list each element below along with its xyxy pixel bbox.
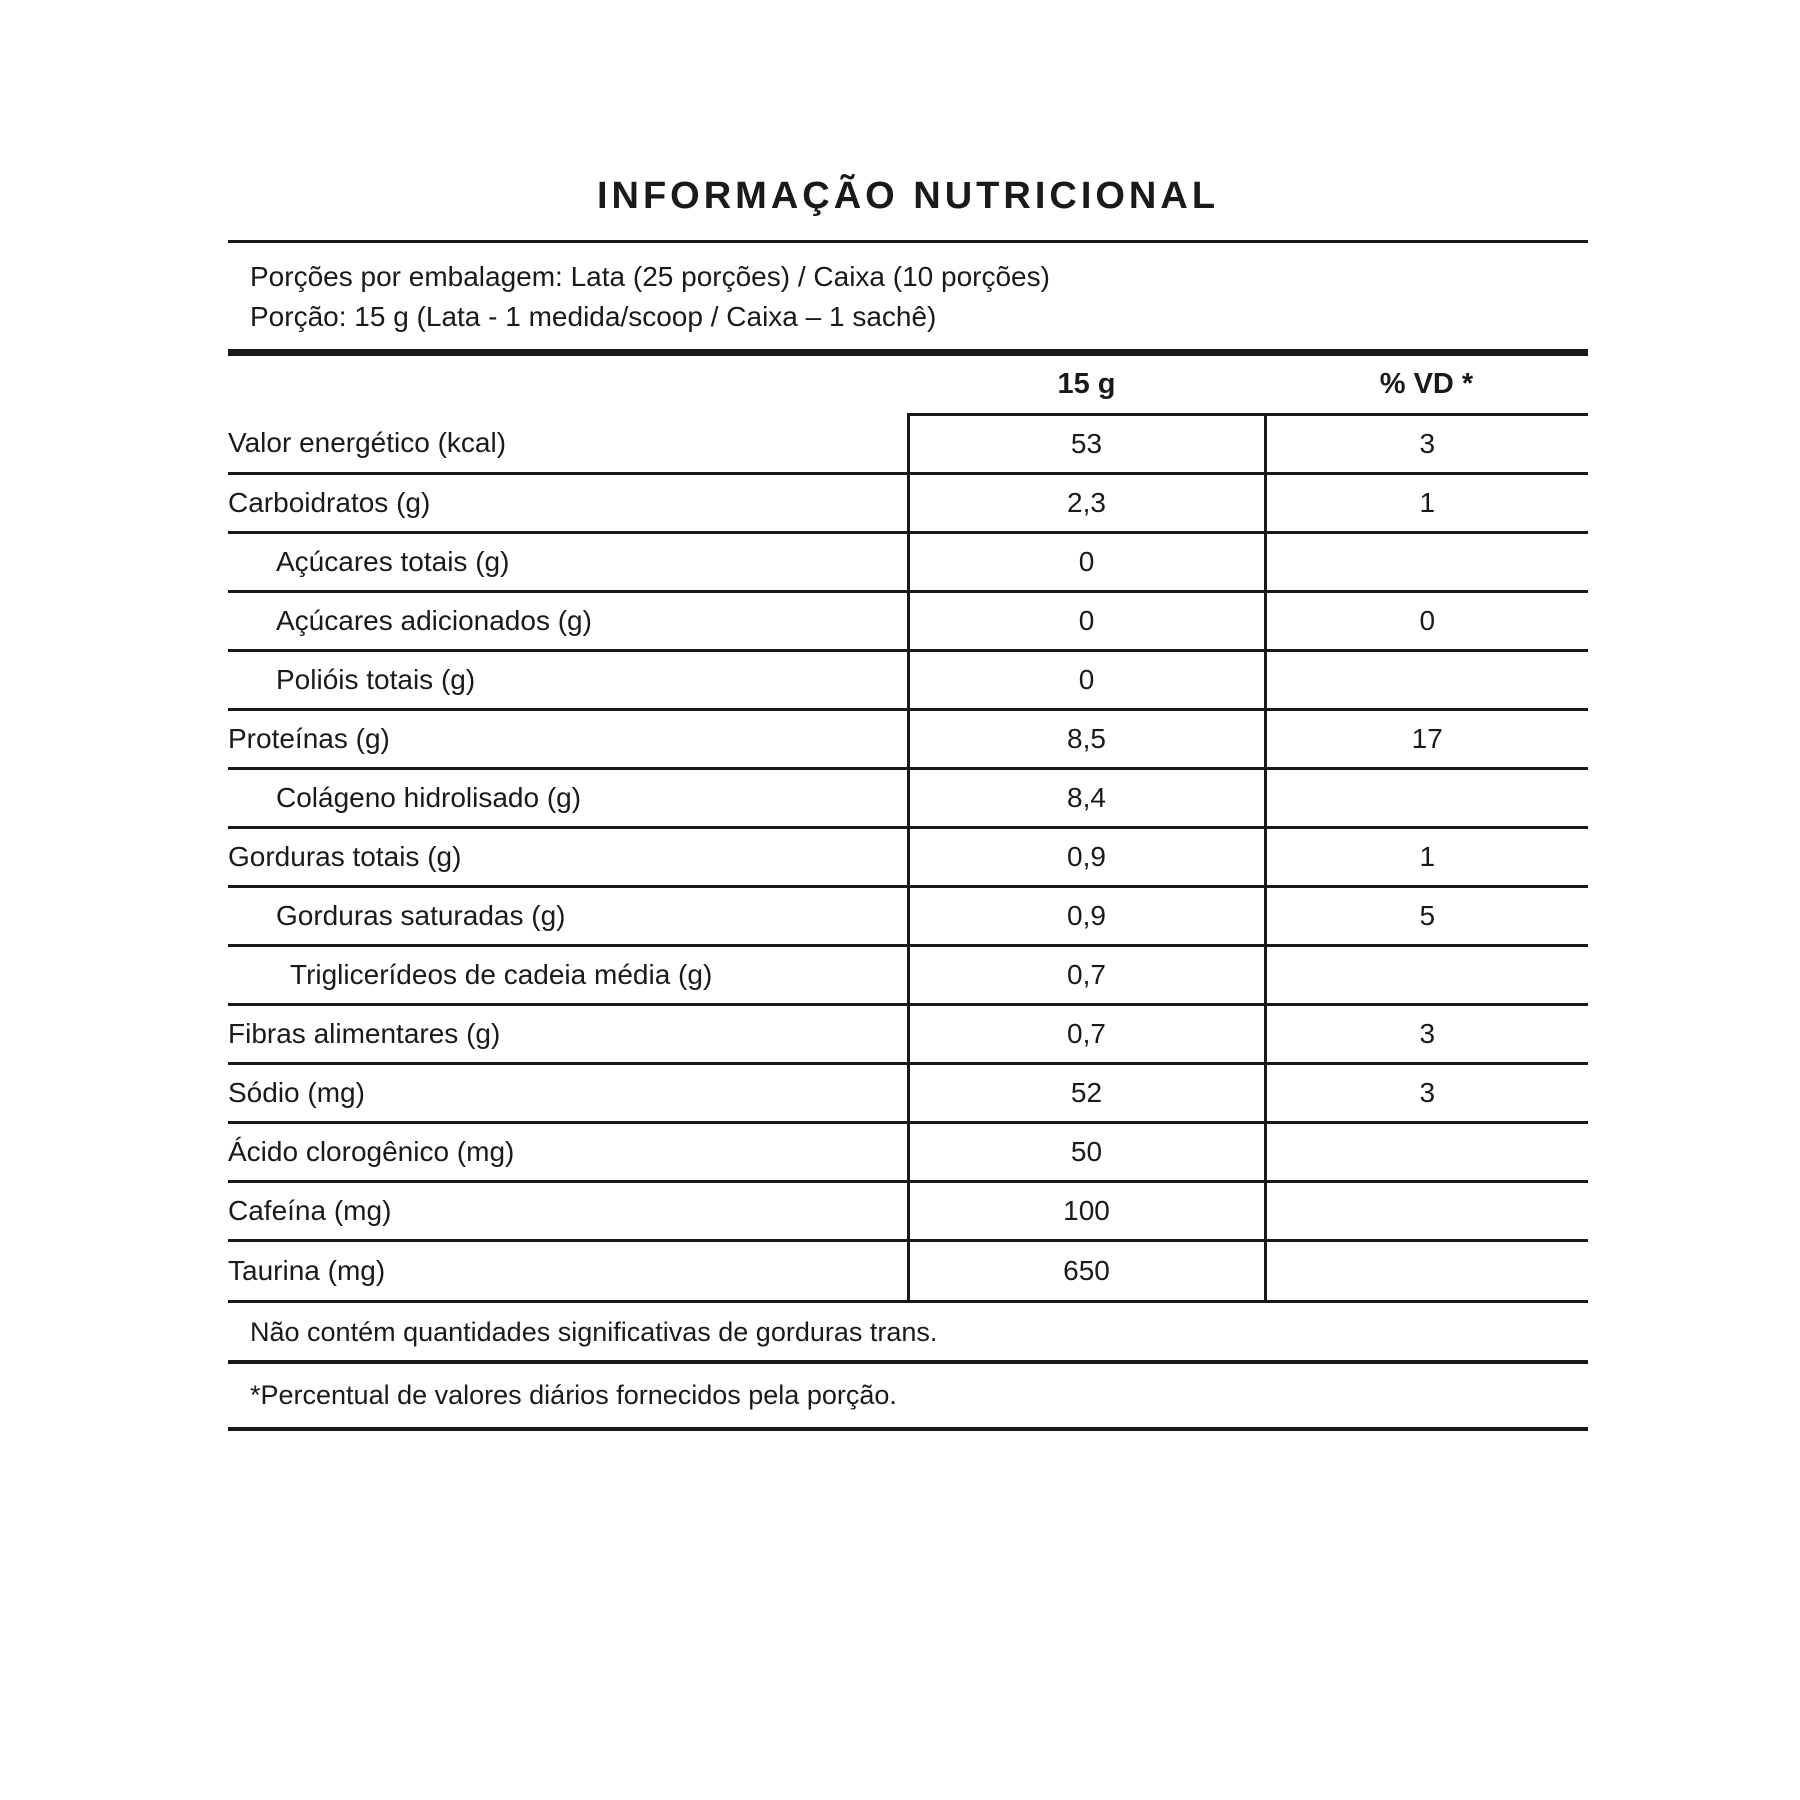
servings-per-package: Porções por embalagem: Lata (25 porções) / Caixa (10 porções) bbox=[250, 261, 1050, 292]
row-vd: 17 bbox=[1265, 710, 1588, 769]
row-amount: 8,4 bbox=[908, 769, 1265, 828]
trans-fat-note: Não contém quantidades significativas de gorduras trans. bbox=[228, 1300, 1588, 1360]
row-amount: 650 bbox=[908, 1241, 1265, 1300]
row-vd bbox=[1265, 651, 1588, 710]
table-row bbox=[228, 1005, 1588, 1064]
row-vd: 3 bbox=[1265, 415, 1588, 474]
table-row bbox=[228, 474, 1588, 533]
row-vd: 0 bbox=[1265, 592, 1588, 651]
serving-size: Porção: 15 g (Lata - 1 medida/scoop / Caixa – 1 sachê) bbox=[250, 300, 937, 332]
row-label: Gorduras totais (g) bbox=[228, 828, 908, 887]
row-vd: 3 bbox=[1265, 1064, 1588, 1123]
row-label: Sódio (mg) bbox=[228, 1064, 908, 1123]
row-label: Açúcares totais (g) bbox=[228, 533, 908, 592]
table-row bbox=[228, 415, 1588, 474]
row-amount: 0,7 bbox=[908, 1005, 1265, 1064]
row-amount: 53 bbox=[908, 415, 1265, 474]
column-header-name bbox=[228, 356, 908, 415]
divider-below-servings bbox=[228, 349, 1588, 356]
column-header-amount: 15 g bbox=[908, 356, 1265, 415]
row-label: Fibras alimentares (g) bbox=[228, 1005, 908, 1064]
row-amount: 8,5 bbox=[908, 710, 1265, 769]
row-vd bbox=[1265, 533, 1588, 592]
row-vd bbox=[1265, 1123, 1588, 1182]
row-amount: 50 bbox=[908, 1123, 1265, 1182]
row-label: Gorduras saturadas (g) bbox=[228, 887, 908, 946]
table-row bbox=[228, 1241, 1588, 1300]
table-row bbox=[228, 533, 1588, 592]
table-row bbox=[228, 946, 1588, 1005]
table-row bbox=[228, 769, 1588, 828]
divider-bottom bbox=[228, 1427, 1588, 1431]
row-vd bbox=[1265, 946, 1588, 1005]
table-row bbox=[228, 1182, 1588, 1241]
nutrition-facts-panel bbox=[228, 175, 1588, 1431]
servings-info bbox=[228, 243, 1588, 349]
row-label: Proteínas (g) bbox=[228, 710, 908, 769]
row-amount: 0 bbox=[908, 651, 1265, 710]
row-label: Ácido clorogênico (mg) bbox=[228, 1123, 908, 1182]
table-row bbox=[228, 651, 1588, 710]
table-body bbox=[228, 415, 1588, 1300]
row-vd: 5 bbox=[1265, 887, 1588, 946]
row-label: Carboidratos (g) bbox=[228, 474, 908, 533]
row-amount: 0 bbox=[908, 592, 1265, 651]
row-amount: 0 bbox=[908, 533, 1265, 592]
row-amount: 0,9 bbox=[908, 828, 1265, 887]
row-vd: 3 bbox=[1265, 1005, 1588, 1064]
row-label: Colágeno hidrolisado (g) bbox=[228, 769, 908, 828]
page-title: INFORMAÇÃO NUTRICIONAL bbox=[596, 175, 1220, 217]
nutrition-table bbox=[228, 356, 1588, 1300]
row-amount: 0,9 bbox=[908, 887, 1265, 946]
row-amount: 0,7 bbox=[908, 946, 1265, 1005]
table-header-row bbox=[228, 356, 1588, 415]
column-header-vd: % VD * bbox=[1265, 356, 1588, 415]
row-label: Polióis totais (g) bbox=[228, 651, 908, 710]
table-row bbox=[228, 1123, 1588, 1182]
row-vd: 1 bbox=[1265, 828, 1588, 887]
row-vd bbox=[1265, 1241, 1588, 1300]
row-label: Valor energético (kcal) bbox=[228, 415, 908, 474]
row-vd bbox=[1265, 1182, 1588, 1241]
row-label: Cafeína (mg) bbox=[228, 1182, 908, 1241]
table-row bbox=[228, 828, 1588, 887]
row-amount: 52 bbox=[908, 1064, 1265, 1123]
row-label: Triglicerídeos de cadeia média (g) bbox=[228, 946, 908, 1005]
row-vd bbox=[1265, 769, 1588, 828]
daily-value-footnote: *Percentual de valores diários fornecidos pela porção. bbox=[250, 1379, 897, 1410]
row-vd: 1 bbox=[1265, 474, 1588, 533]
row-amount: 2,3 bbox=[908, 474, 1265, 533]
row-label: Açúcares adicionados (g) bbox=[228, 592, 908, 651]
table-row bbox=[228, 1064, 1588, 1123]
row-amount: 100 bbox=[908, 1182, 1265, 1241]
row-label: Taurina (mg) bbox=[228, 1254, 386, 1286]
table-row bbox=[228, 710, 1588, 769]
table-row bbox=[228, 887, 1588, 946]
table-row bbox=[228, 592, 1588, 651]
